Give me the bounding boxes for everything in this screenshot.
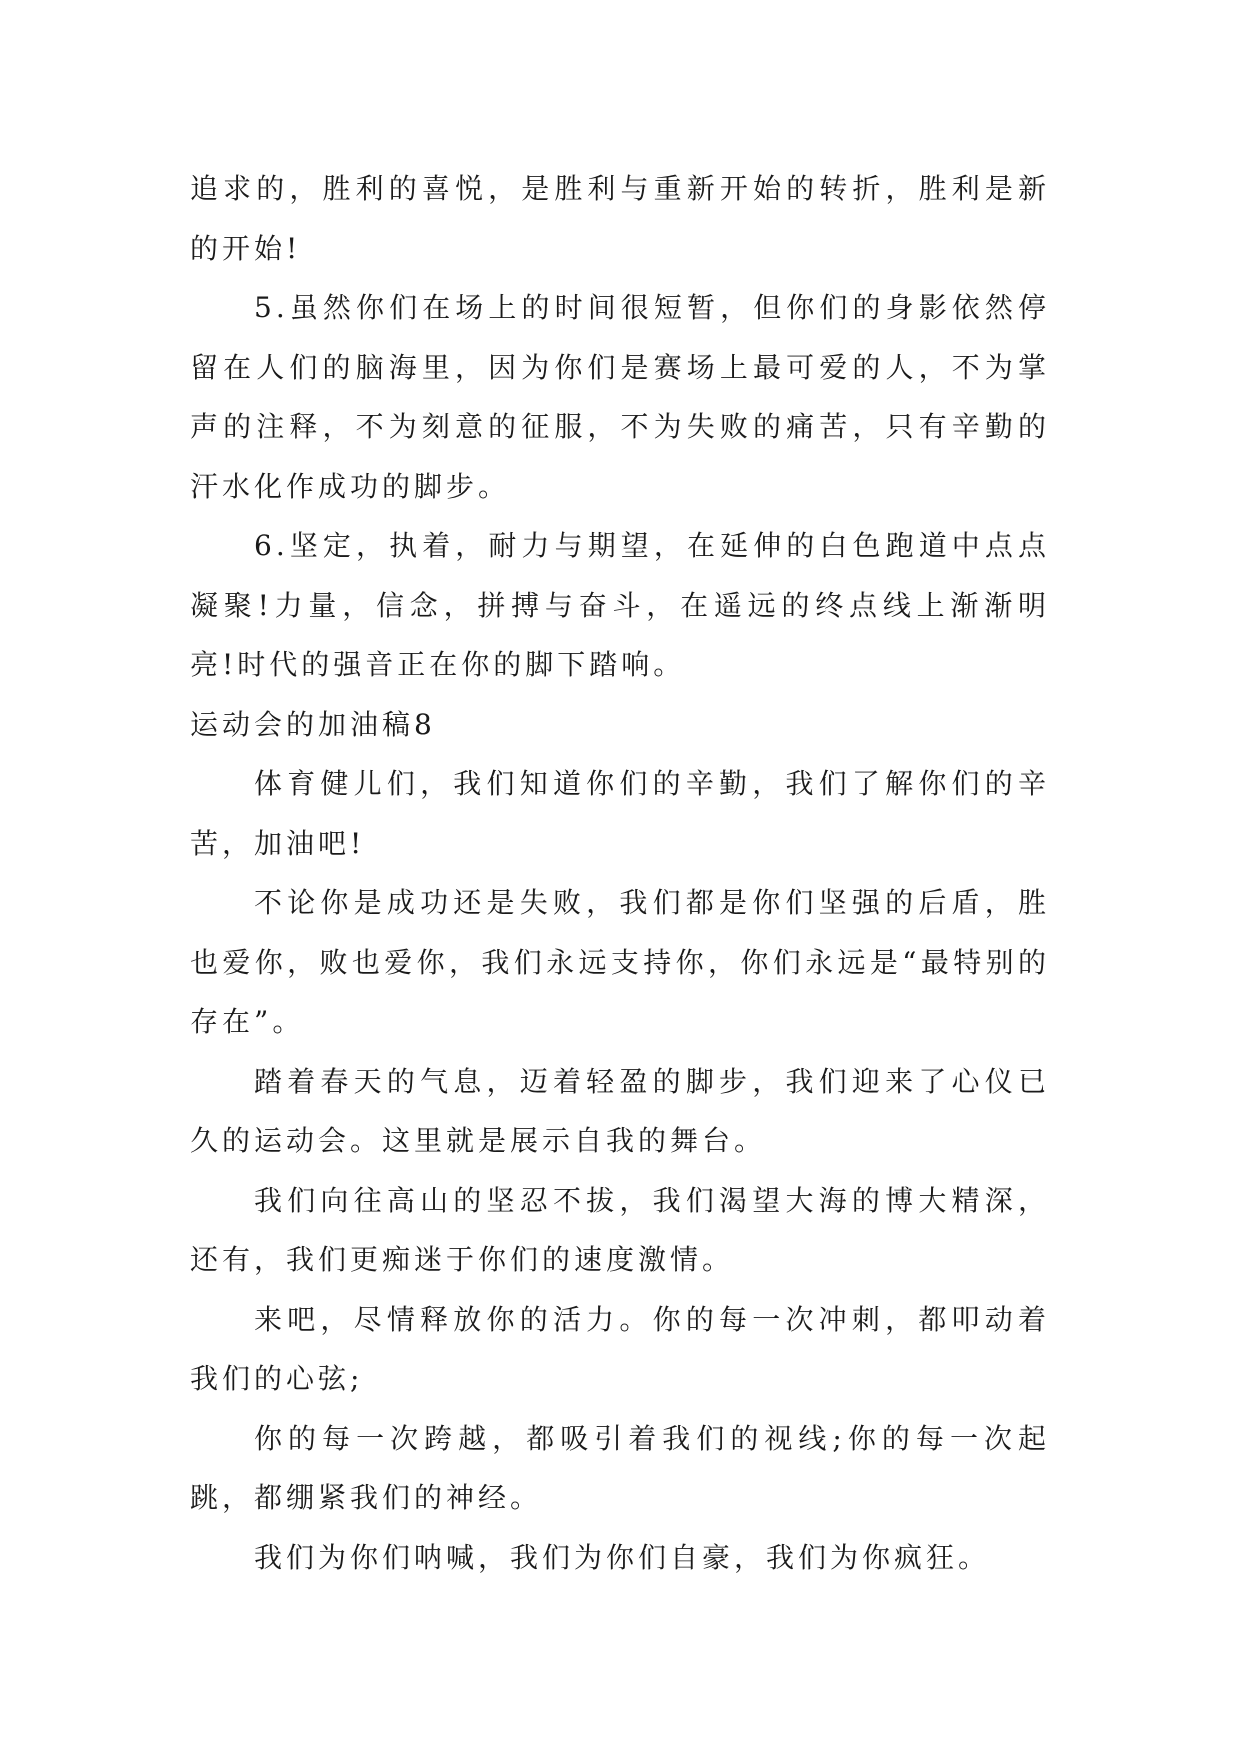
paragraph-6: 踏着春天的气息，迈着轻盈的脚步，我们迎来了心仪已久的运动会。这里就是展示自我的舞台。 — [190, 1064, 1050, 1157]
document-body — [190, 159, 1050, 1587]
paragraph-9: 你的每一次跨越，都吸引着我们的视线;你的每一次起跳，都绷紧我们的神经。 — [190, 1421, 1050, 1514]
paragraph-3: 6.坚定，执着，耐力与期望，在延伸的白色跑道中点点凝聚!力量，信念，拼搏与奋斗，在遥远的终点线上渐渐明亮!时代的强音正在你的脚下踏响。 — [190, 529, 1050, 681]
section-heading: 运动会的加油稿8 — [190, 707, 436, 741]
paragraph-2: 5.虽然你们在场上的时间很短暂，但你们的身影依然停留在人们的脑海里，因为你们是赛场上最可爱的人，不为掌声的注释，不为刻意的征服，不为失败的痛苦，只有辛勤的汗水化作成功的脚步。 — [190, 291, 1050, 503]
paragraph-5: 不论你是成功还是失败，我们都是你们坚强的后盾，胜也爱你，败也爱你，我们永远支持你，你们永远是“最特别的存在”。 — [190, 886, 1050, 1038]
paragraph-10: 我们为你们呐喊，我们为你们自豪，我们为你疯狂。 — [254, 1540, 991, 1574]
paragraph-1: 追求的，胜利的喜悦，是胜利与重新开始的转折，胜利是新的开始! — [190, 172, 1050, 265]
paragraph-4: 体育健儿们，我们知道你们的辛勤，我们了解你们的辛苦，加油吧! — [190, 767, 1050, 860]
paragraph-8: 来吧，尽情释放你的活力。你的每一次冲刺，都叩动着我们的心弦; — [190, 1302, 1050, 1395]
paragraph-7: 我们向往高山的坚忍不拔，我们渴望大海的博大精深，还有，我们更痴迷于你们的速度激情。 — [190, 1183, 1050, 1276]
